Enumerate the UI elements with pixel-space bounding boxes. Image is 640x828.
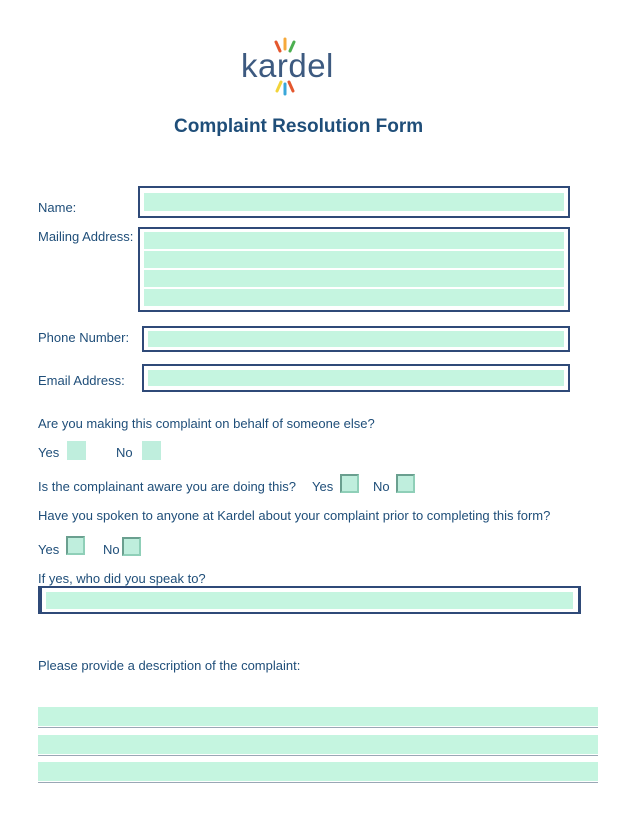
q2-no-checkbox[interactable] bbox=[396, 474, 415, 493]
description-line-1[interactable] bbox=[38, 707, 598, 726]
question-spoken-to-kardel: Have you spoken to anyone at Kardel about your complaint prior to completing this form? bbox=[38, 508, 551, 523]
q2-no-label: No bbox=[373, 479, 390, 494]
q1-no-checkbox[interactable] bbox=[142, 441, 161, 460]
q3-no-label: No bbox=[103, 542, 120, 557]
q3-yes-checkbox[interactable] bbox=[66, 536, 85, 555]
question-complainant-aware: Is the complainant aware you are doing this? bbox=[38, 479, 296, 494]
description-underline-3 bbox=[38, 782, 598, 783]
q1-yes-label: Yes bbox=[38, 445, 60, 460]
description-underline-1 bbox=[38, 727, 598, 728]
q3-no-checkbox[interactable] bbox=[122, 537, 141, 556]
phone-field-border bbox=[142, 326, 570, 352]
address-line-1[interactable] bbox=[144, 232, 564, 249]
who-spoke-field-border bbox=[38, 586, 581, 614]
name-label: Name: bbox=[38, 200, 77, 215]
mailing-address-label: Mailing Address: bbox=[38, 229, 134, 244]
q2-yes-checkbox[interactable] bbox=[340, 474, 359, 493]
q1-yes-checkbox[interactable] bbox=[67, 441, 86, 460]
name-field[interactable] bbox=[144, 193, 564, 211]
logo bbox=[230, 36, 340, 98]
q2-yes-label: Yes bbox=[312, 479, 334, 494]
phone-number-label: Phone Number: bbox=[38, 330, 130, 345]
email-field[interactable] bbox=[148, 370, 564, 386]
logo-text: kardel bbox=[241, 47, 334, 84]
who-spoke-field[interactable] bbox=[46, 592, 573, 609]
phone-field[interactable] bbox=[148, 331, 564, 347]
description-label: Please provide a description of the complaint: bbox=[38, 658, 301, 673]
question-on-behalf: Are you making this complaint on behalf of someone else? bbox=[38, 416, 375, 431]
question-who-spoke-to: If yes, who did you speak to? bbox=[38, 571, 206, 586]
q3-yes-label: Yes bbox=[38, 542, 60, 557]
q1-no-label: No bbox=[116, 445, 133, 460]
description-line-2[interactable] bbox=[38, 735, 598, 754]
mailing-address-border bbox=[138, 227, 570, 312]
address-line-4[interactable] bbox=[144, 289, 564, 306]
email-field-border bbox=[142, 364, 570, 392]
description-line-3[interactable] bbox=[38, 762, 598, 781]
page-title: Complaint Resolution Form bbox=[174, 116, 424, 137]
name-field-border bbox=[138, 186, 570, 218]
address-line-2[interactable] bbox=[144, 251, 564, 268]
address-line-3[interactable] bbox=[144, 270, 564, 287]
description-underline-2 bbox=[38, 755, 598, 756]
email-address-label: Email Address: bbox=[38, 373, 125, 388]
